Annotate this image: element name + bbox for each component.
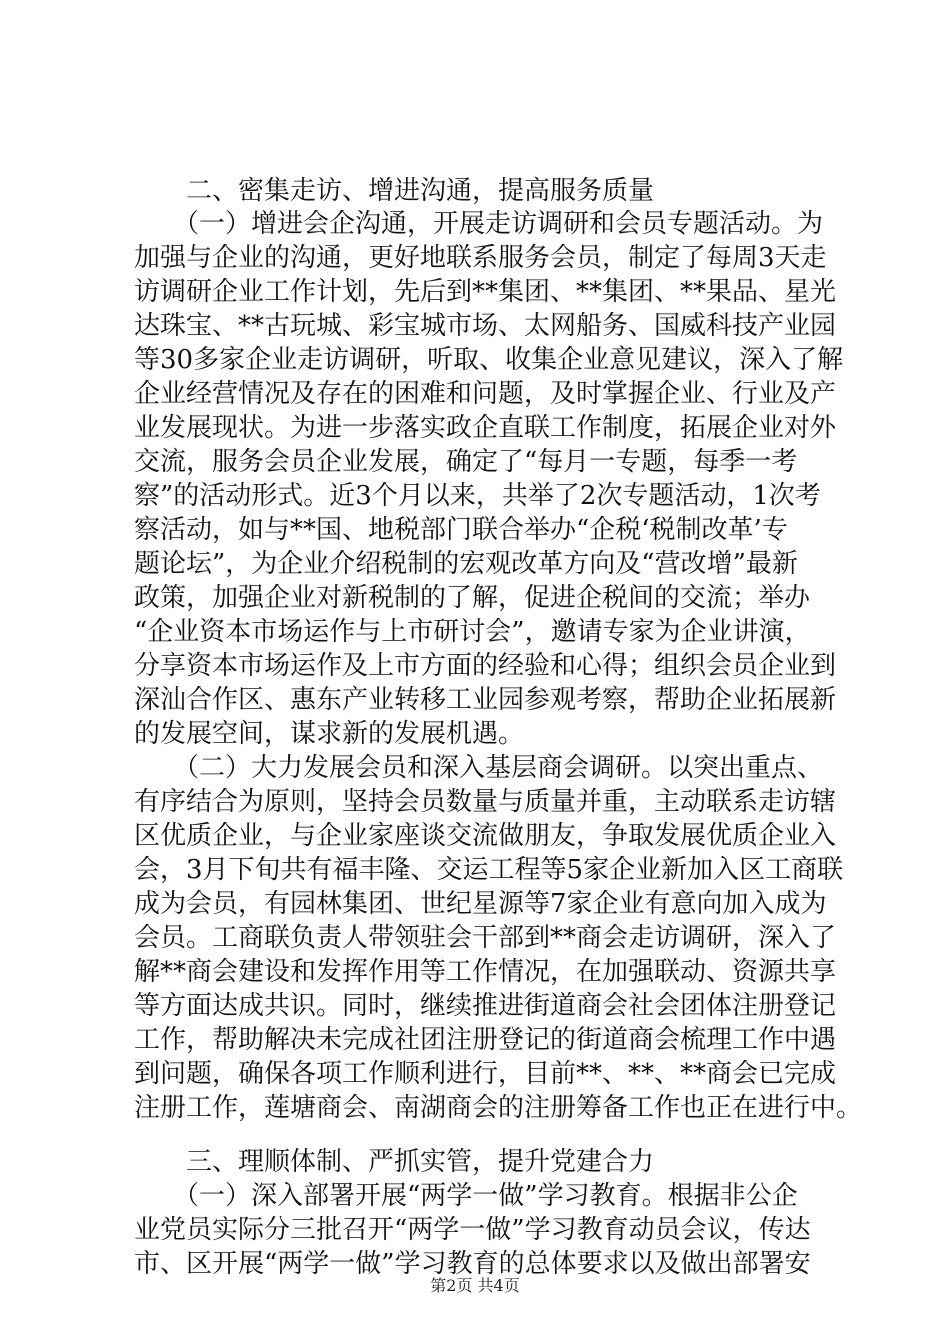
paragraph-line: 成为会员，有园林集团、世纪星源等7家企业有意向加入成为 (134, 889, 827, 919)
section-heading-3: 三、理顺体制、严抓实管，提升党建合力 (134, 1147, 655, 1177)
paragraph-line: 到问题，确保各项工作顺利进行，目前**、**、**商会已完成 (134, 1059, 837, 1089)
section-heading-2: 二、密集走访、增进沟通，提高服务质量 (134, 176, 655, 206)
paragraph-line: “企业资本市场运作与上市研讨会”，邀请专家为企业讲演， (134, 617, 811, 647)
paragraph-line: 区优质企业，与企业家座谈交流做朋友，争取发展优质企业入 (134, 821, 837, 851)
paragraph-line: 交流，服务会员企业发展，确定了“每月一专题，每季一考 (134, 447, 798, 477)
paragraph-line: 等方面达成共识。同时，继续推进街道商会社会团体注册登记 (134, 991, 837, 1021)
paragraph-line: 察活动，如与**国、地税部门联合举办“企税‘税制改革’专 (134, 515, 788, 545)
paragraph-line: 深汕合作区、惠东产业转移工业园参观考察，帮助企业拓展新 (134, 685, 837, 715)
paragraph-line: 察”的活动形式。近3个月以来，共举了2次专题活动，1次考 (134, 481, 821, 511)
paragraph-line: 会，3月下旬共有福丰隆、交运工程等5家企业新加入区工商联 (134, 855, 844, 885)
paragraph-line: 政策，加强企业对新税制的了解，促进企税间的交流；举办 (134, 583, 811, 613)
paragraph-line: （一）增进会企沟通，开展走访调研和会员专题活动。为 (134, 209, 824, 239)
paragraph-line: （二）大力发展会员和深入基层商会调研。以突出重点、 (134, 753, 824, 783)
paragraph-line: 市、区开展“两学一做”学习教育的总体要求以及做出部署安 (134, 1249, 811, 1279)
page-number-footer: 第2页 共4页 (430, 1276, 520, 1295)
paragraph-line: 工作，帮助解决未完成社团注册登记的街道商会梳理工作中遇 (134, 1025, 837, 1055)
paragraph-line: 等30多家企业走访调研，听取、收集企业意见建议，深入了解 (134, 345, 844, 375)
paragraph-line: 有序结合为原则，坚持会员数量与质量并重，主动联系走访辖 (134, 787, 837, 817)
paragraph-line: 业党员实际分三批召开“两学一做”学习教育动员会议，传达 (134, 1215, 811, 1245)
paragraph-line: 加强与企业的沟通，更好地联系服务会员，制定了每周3天走 (134, 243, 827, 273)
paragraph-line: 分享资本市场运作及上市方面的经验和心得；组织会员企业到 (134, 651, 837, 681)
paragraph-line: 注册工作，莲塘商会、南湖商会的注册筹备工作也正在进行中。 (134, 1093, 863, 1123)
paragraph-line: 会员。工商联负责人带领驻会干部到**商会走访调研，深入了 (134, 923, 837, 953)
paragraph-line: 业发展现状。为进一步落实政企直联工作制度，拓展企业对外 (134, 413, 837, 443)
paragraph-line: （一）深入部署开展“两学一做”学习教育。根据非公企 (134, 1181, 798, 1211)
paragraph-line: 访调研企业工作计划，先后到**集团、**集团、**果品、星光 (134, 277, 837, 307)
paragraph-line: 企业经营情况及存在的困难和问题，及时掌握企业、行业及产 (134, 379, 837, 409)
paragraph-line: 达珠宝、**古玩城、彩宝城市场、太网船务、国威科技产业园 (134, 311, 837, 341)
paragraph-line: 题论坛”，为企业介绍税制的宏观改革方向及“营改增”最新 (134, 549, 798, 579)
paragraph-line: 解**商会建设和发挥作用等工作情况，在加强联动、资源共享 (134, 957, 837, 987)
paragraph-line: 的发展空间，谋求新的发展机遇。 (134, 719, 525, 749)
